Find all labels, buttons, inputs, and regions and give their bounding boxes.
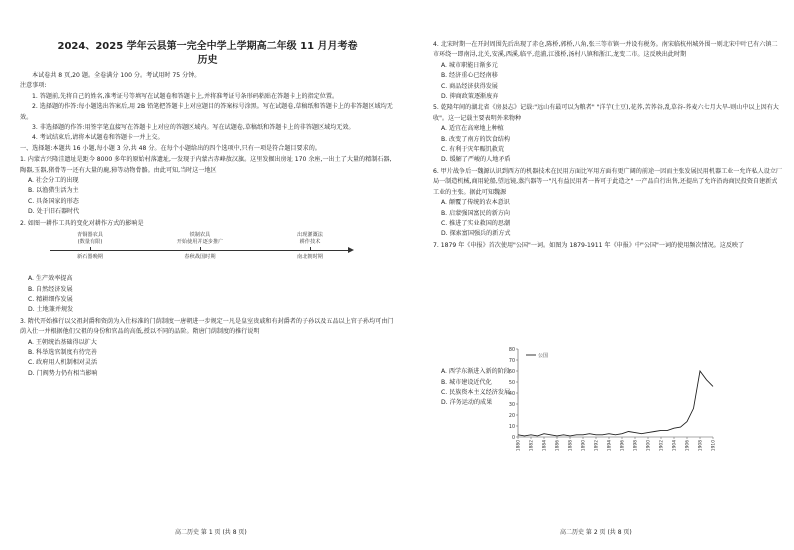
- chart-svg: [504, 345, 719, 455]
- q5-option-a: A. 适宜在高寒地上种植: [441, 125, 504, 133]
- q4-option-b: B. 经济重心已经南移: [441, 72, 498, 80]
- question-6-stem: 6. 甲片战争后一魏源认识到西方的机器技术在民用方面比军用方面有更广阔的前途一因而主张发展民用机器工业一允许私人设立厂局一制造机械,商用轮船,望远镜,蒸汽器等一"凡有益民用者一皆可于此造之" 一产品自行出售,还提出了允许沿海商民投资自建新式工业的主张。据此可知魏源: [433, 167, 783, 196]
- y-tick-label: 80: [508, 347, 515, 353]
- q1-option-d: D. 处于旧石器时代: [28, 208, 80, 216]
- term-frequency-chart: [504, 345, 719, 455]
- x-tick-label: 1884: [542, 440, 548, 452]
- x-tick-label: 1900: [646, 440, 652, 452]
- x-tick-label: 1880: [516, 440, 522, 452]
- timeline-period: 春秋战国时期: [184, 254, 216, 261]
- question-2-stem: 2. 如图一耕作工具的变化对耕作方式的影响是: [20, 219, 144, 227]
- q1-option-a: A. 社会分工的出现: [28, 177, 79, 185]
- timeline-top-label: 出现灌溉法 耕作技术: [297, 232, 323, 245]
- y-tick-label: 50: [508, 380, 515, 386]
- q6-option-c: C. 推进了实业救国的思潮: [441, 219, 511, 227]
- subject-title: 历史: [197, 55, 218, 66]
- q4-option-a: A. 城市职能日渐多元: [441, 61, 498, 69]
- x-tick-label: 1890: [581, 440, 587, 452]
- footer-page-2: 高二历史 第 2 页 (共 8 页): [560, 529, 632, 536]
- note-item: 3. 非选择题的作答:用签字笔直接写在答题卡上对应的答题区域内。写在试题卷,草稿纸和答题卡上的非答题区域均无效。: [32, 124, 355, 132]
- q7-option-b: B. 城市建设近代化: [441, 378, 492, 386]
- q7-option-d: D. 洋务运动的成果: [441, 399, 493, 407]
- q3-option-c: C. 政府用人机制相对灵活: [28, 359, 98, 367]
- q1-option-c: C. 具备国家的形态: [28, 197, 79, 205]
- timeline-period: 南北朝时期: [297, 254, 323, 261]
- y-tick-label: 10: [508, 424, 515, 430]
- timeline-tick: [90, 247, 91, 251]
- q6-option-b: B. 启蒙强国富民的新方向: [441, 209, 510, 217]
- q4-option-c: C. 商品经济获得发展: [441, 82, 498, 90]
- y-tick-label: 30: [508, 402, 515, 408]
- q5-option-b: B. 改变了南方的饮食结构: [441, 135, 510, 143]
- x-tick-label: 1898: [633, 440, 639, 452]
- x-tick-label: 1906: [685, 440, 691, 452]
- intro-text: 本试卷共 8 页,20 题。全卷满分 100 分。考试用时 75 分钟。: [32, 72, 201, 79]
- question-4-stem: 4. 北宋时期一在开封周围先后出现了赤仓,陈桥,郭桥,八角,张三等市镇一并设有税务。南宋临杭州城外围一则北宋中叶已有六镇二市环绕一即南浔,北关,安溪,西溪,临平,范浦,江涨桥,汤村八镇和浙江,龙变二市。这反映出此时期: [433, 41, 778, 59]
- q6-option-d: D. 探索富国强兵的新方式: [441, 230, 511, 238]
- q4-option-d: D. 抑商政策逐渐废弃: [441, 93, 499, 101]
- q6-option-a: A. 颠覆了传统的农本意识: [441, 199, 510, 207]
- q2-option-d: D. 土地兼并规发: [28, 306, 74, 314]
- note-item: 1. 答题前,先将自己的姓名,准考证号等填写在试题卷和答题卡上,并将准考证号条形码粘贴在答题卡上的指定位置。: [32, 92, 339, 100]
- left-column: [20, 40, 395, 379]
- q1-option-b: B. 以渔猎生活为主: [28, 187, 79, 195]
- legend-label: 公国: [538, 353, 549, 359]
- q5-option-c: C. 有利于灾年赈饥救荒: [441, 146, 504, 154]
- x-tick-label: 1902: [659, 440, 665, 452]
- note-item: 4. 考试结束后,请将本试题卷和答题卡一并上交。: [32, 134, 164, 142]
- x-tick-label: 1910: [711, 440, 717, 452]
- timeline-tick: [310, 247, 311, 251]
- question-7-stem: 7. 1879 年《申报》首次使用"公国"一词。如图为 1879-1911 年《申报》中"公国"一词的使用频次情况。这反映了: [433, 241, 745, 249]
- x-tick-label: 1882: [529, 440, 535, 452]
- q5-option-d: D. 缓解了严峻的人地矛盾: [441, 156, 511, 164]
- notes-title: 注意事项:: [20, 82, 47, 90]
- question-5-stem: 5. 乾隆年间的湖北省《房县志》记载:"远山有最可以为粮者" "洋芋(土豆),花荞,苦荞谷,乱草谷-荞麦六七月大旱-则山中以上因有大收"。这一记载主要表明外来物种: [433, 104, 779, 122]
- exam-title: 2024、2025 学年云县第一完全中学上学期高二年级 11 月月考卷: [57, 41, 358, 52]
- q3-option-d: D. 门阀势力仍有相当影响: [28, 369, 98, 377]
- q7-option-c: C. 民族资本主义经济发展: [441, 388, 511, 396]
- x-tick-label: 1892: [594, 440, 600, 452]
- x-tick-label: 1908: [698, 440, 704, 452]
- x-tick-label: 1886: [555, 440, 561, 452]
- y-tick-label: 0: [511, 435, 515, 441]
- y-tick-label: 70: [508, 358, 515, 364]
- q2-option-b: B. 自然经济发展: [28, 285, 73, 293]
- q3-option-b: B. 科举选官制度有待完善: [28, 348, 97, 356]
- note-item: 2. 选择题的作答:每小题选出答案后,用 2B 铅笔把答题卡上对应题目的答案标号涂黑。写在试题卷,草稿纸和答题卡上的非答题区域均无效。: [20, 103, 393, 121]
- q2-option-a: A. 生产效率提高: [28, 275, 73, 283]
- x-tick-label: 1904: [672, 440, 678, 452]
- y-tick-label: 60: [508, 369, 515, 375]
- timeline-top-label: 青铜器农具 (数量有限): [77, 232, 103, 245]
- y-tick-label: 20: [508, 413, 515, 419]
- q3-option-a: A. 王朝统治基础得以扩大: [28, 338, 97, 346]
- x-tick-label: 1888: [568, 440, 574, 452]
- question-3-stem: 3. 隋代开始推行以父祖封爵和资荫为入仕标准的门荫制度一唐朝进一步规定一凡是皇室贵戚和有封爵者的子孙以及五品以上官子孙均可由门荫入仕一并根据他们父祖的身份和官品的高低,授以不同的品阶。隋唐门荫制度的推行说明: [20, 317, 394, 336]
- timeline-period: 新石器晚期: [77, 254, 103, 261]
- x-tick-label: 1894: [607, 440, 613, 452]
- series-line-gongguo: [518, 371, 713, 436]
- timeline-top-label: 铁制农具 开始使用并逐步推广: [176, 232, 224, 245]
- timeline-arrow-icon: [348, 247, 354, 253]
- question-1-stem: 1. 内蒙古兴隆洼遗址是距今 8000 多年的原始村落遗址,一发现于内蒙古赤峰敖汉旗。这里发掘出房址 170 余座,一出土了大量的精制石器,陶器,玉器,猪骨等一还有大量的鹿,獐等动物骨骼。由此可知,当时这一地区: [20, 156, 392, 174]
- tool-timeline: [50, 232, 350, 270]
- section-heading: 一、选择题:本题共 16 小题,每小题 3 分,共 48 分。在每个小题给出的四个选项中,只有一项是符合题目要求的。: [20, 144, 321, 152]
- q2-option-c: C. 精耕细作发展: [28, 295, 73, 303]
- timeline-tick: [200, 247, 201, 251]
- q7-option-a: A. 西学东渐进入新的阶段: [441, 368, 510, 376]
- y-tick-label: 40: [508, 391, 515, 397]
- footer-page-1: 高二历史 第 1 页 (共 8 页): [175, 529, 247, 536]
- x-tick-label: 1896: [620, 440, 626, 452]
